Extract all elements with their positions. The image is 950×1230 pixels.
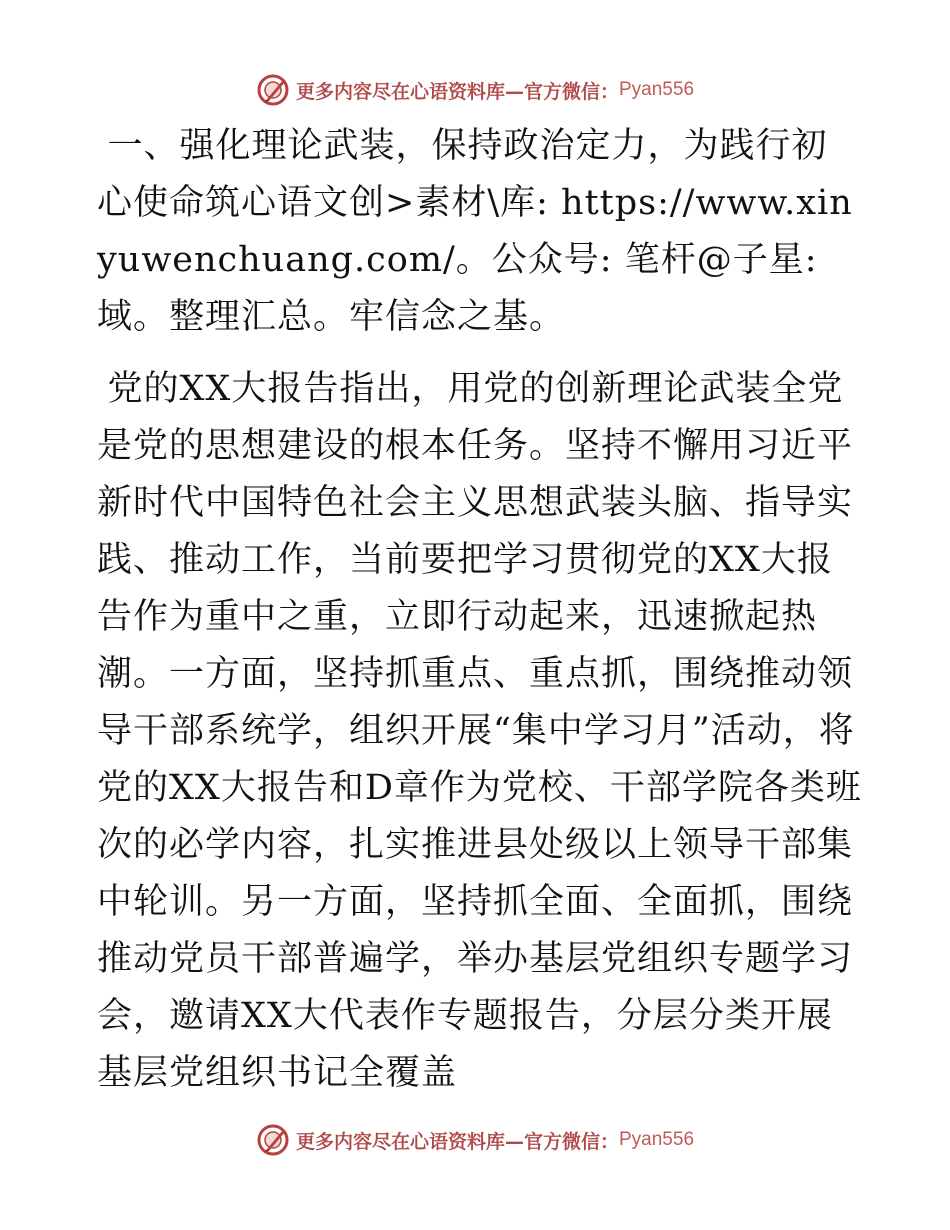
body-paragraph: 党的XX大报告指出，用党的创新理论武装全党是党的思想建设的根本任务。坚持不懈用习近平新时代中国特色社会主义思想武装头脑、指导实践、推动工作，当前要把学习贯彻党的XX大报告作为重中之重，立即行动起来，迅速掀起热潮。一方面，坚持抓重点、重点抓，围绕推动领导干部系统学，组织开展“集中学习月”活动，将党的XX大报告和D章作为党校、干部学院各类班次的必学内容，扎实推进县处级以上领导干部集中轮训。另一方面，坚持抓全面、全面抓，围绕推动党员干部普遍学，举办基层党组织专题学习会，邀请XX大代表作专题报告，分层分类开展基层党组织书记全覆盖	[97, 369, 862, 1093]
footer-banner-wechat-id: Pyan556	[619, 1129, 695, 1150]
document-body	[97, 118, 862, 1102]
header-banner-wechat-id: Pyan556	[619, 79, 695, 100]
pen-logo-icon	[256, 1123, 290, 1157]
footer-banner-text: 更多内容尽在心语资料库—官方微信：	[295, 1130, 619, 1153]
header-banner-text: 更多内容尽在心语资料库—官方微信：	[295, 80, 619, 103]
footer-watermark-banner	[0, 1120, 950, 1160]
pen-logo-icon	[256, 73, 290, 107]
section-heading-paragraph: 一、强化理论武装，保持政治定力，为践行初心使命筑心语文创>素材\库: https://www.xinyuwenchuang.com/。公众号: 笔杆@子星:域。整理汇总。牢信念之基。	[97, 126, 853, 337]
header-watermark-banner	[0, 70, 950, 110]
